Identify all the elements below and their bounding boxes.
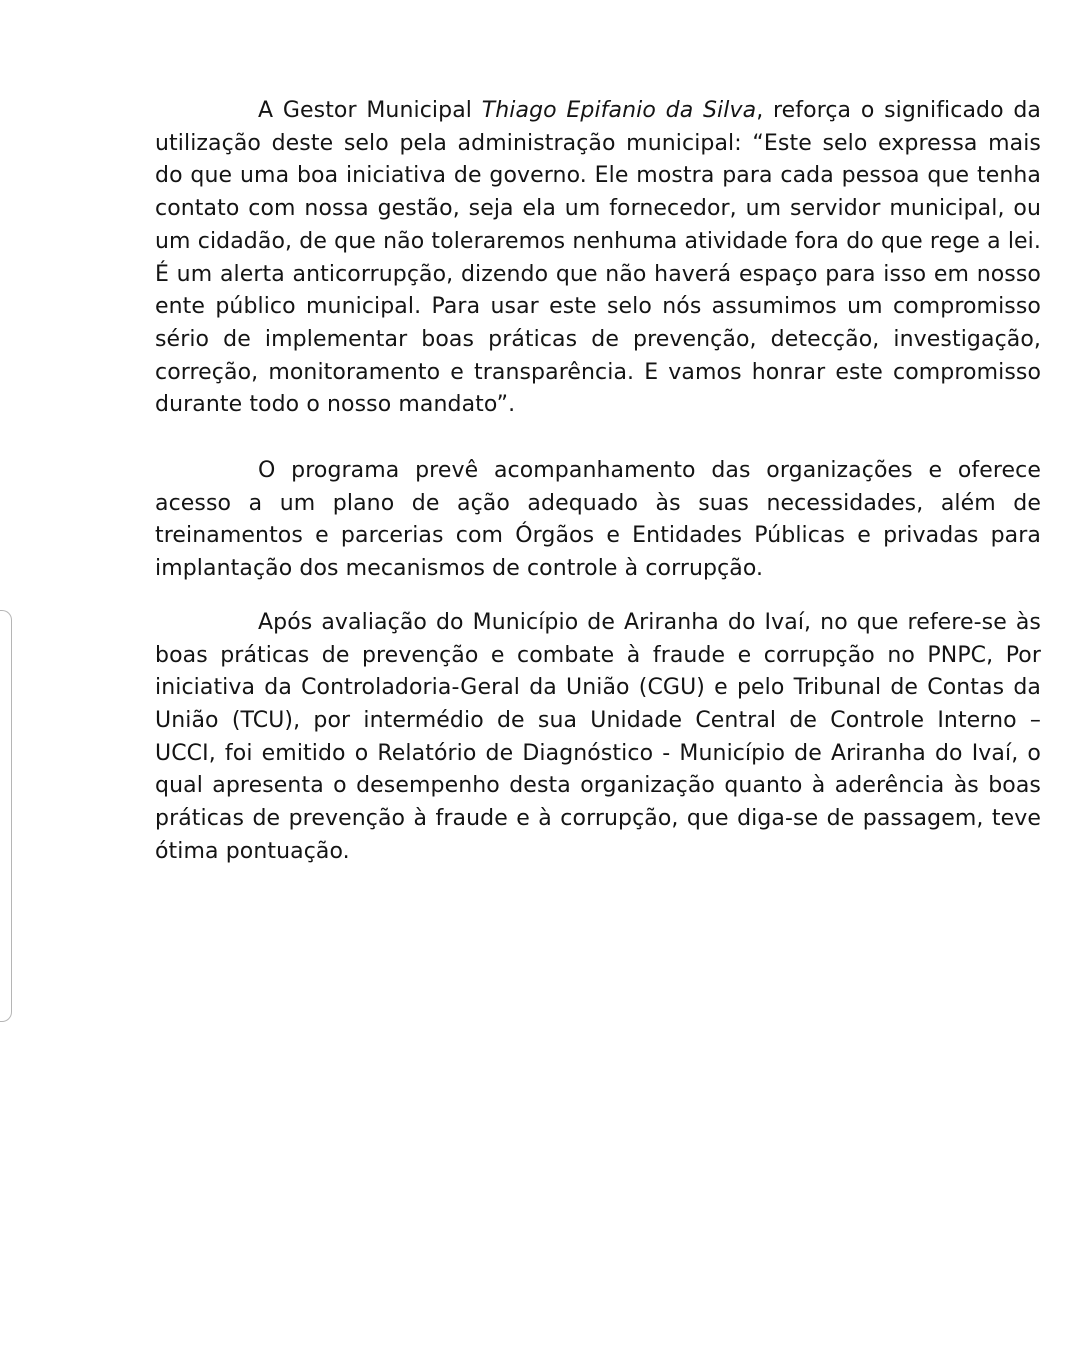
paragraph-1-quote: , reforça o significado da utilização deste selo pela administração municipal: “Este selo expressa mais do que uma boa iniciativa de governo. Ele mostra para cada pessoa que tenha contato com nossa gestão, seja ela um fornecedor, um servidor municipal, ou um cidadão, de que não toleraremos nenhuma atividade fora do que rege a lei. É um alerta anticorrupção, dizendo que não haverá espaço para isso em nosso ente público municipal. Para usar este selo nós assumimos um compromisso sério de implementar boas práticas de prevenção, detecção, investigação, correção, monitoramento e transparência. E vamos honrar este compromisso durante todo o nosso mandato”.: [155, 98, 1042, 418]
page-edge-bracket: [0, 610, 12, 1022]
document-body: [155, 95, 1041, 868]
mayor-name: Thiago Epifanio da Silva: [481, 98, 757, 123]
paragraph-program-description: O programa prevê acompanhamento das organizações e oferece acesso a um plano de ação adequado às suas necessidades, além de treinamentos e parcerias com Órgãos e Entidades Públicas e privadas para implantação dos mecanismos de controle à corrupção.: [155, 458, 1041, 582]
paragraph-evaluation-result: Após avaliação do Município de Ariranha do Ivaí, no que refere-se às boas práticas de prevenção e combate à fraude e corrupção no PNPC, Por iniciativa da Controladoria-Geral da União (CGU) e pelo Tribunal de Contas da União (TCU), por intermédio de sua Unidade Central de Controle Interno – UCCI, foi emitido o Relatório de Diagnóstico - Município de Ariranha do Ivaí, o qual apresenta o desempenho desta organização quanto à aderência às boas práticas de prevenção à fraude e à corrupção, que diga-se de passagem, teve ótima pontuação.: [155, 609, 1041, 864]
paragraph-1-intro: A Gestor Municipal: [258, 98, 482, 123]
paragraph-mayor-statement: [155, 95, 1041, 422]
